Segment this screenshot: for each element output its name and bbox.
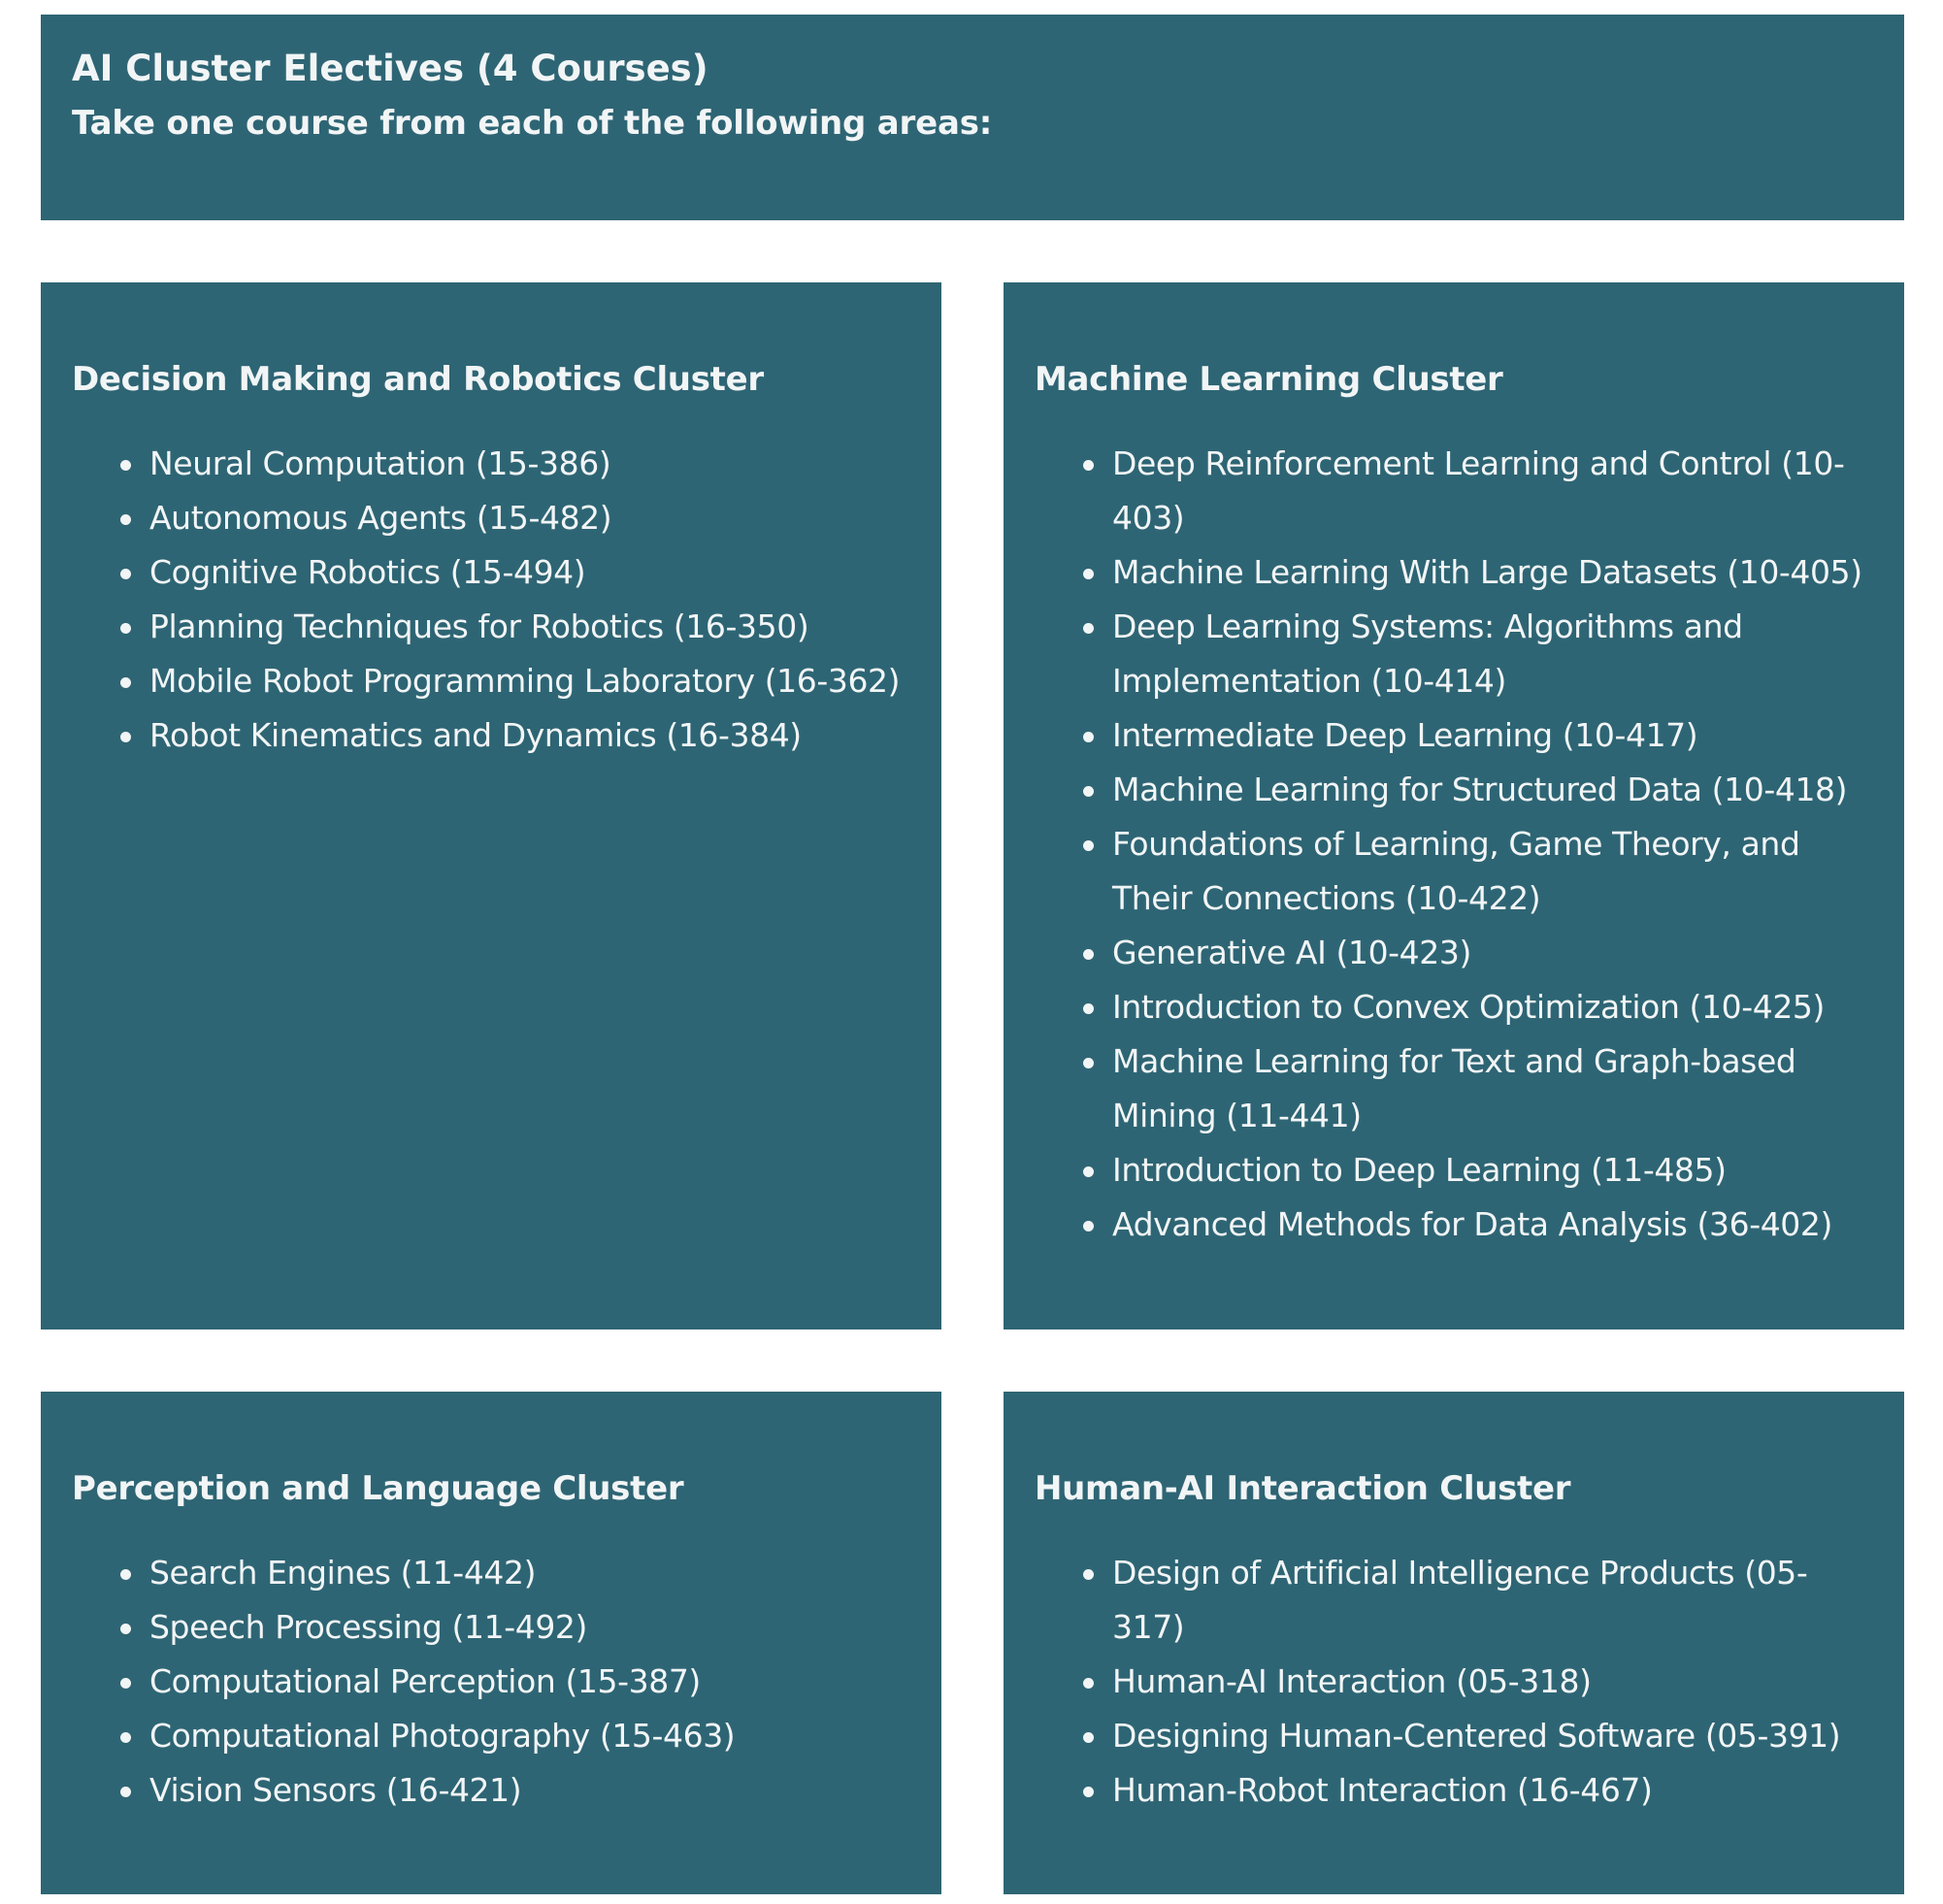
- course-item: [149, 1600, 910, 1655]
- bullet-icon: [1083, 1787, 1094, 1797]
- bullet-icon: [1083, 1678, 1094, 1689]
- course-label: Autonomous Agents (15-482): [149, 498, 612, 537]
- bullet-icon: [1083, 1003, 1094, 1014]
- course-label: Intermediate Deep Learning (10-417): [1112, 715, 1698, 754]
- bullet-icon: [1083, 623, 1094, 634]
- course-item: [1112, 817, 1873, 926]
- course-label: Generative AI (10-423): [1112, 933, 1471, 971]
- bullet-icon: [1083, 732, 1094, 742]
- course-label: Mobile Robot Programming Laboratory (16-362): [149, 661, 901, 700]
- course-label: Planning Techniques for Robotics (16-350): [149, 607, 809, 645]
- course-list: [72, 437, 910, 763]
- course-item: [149, 491, 910, 545]
- bullet-icon: [1083, 569, 1094, 579]
- bullet-icon: [1083, 1166, 1094, 1177]
- course-label: Machine Learning With Large Datasets (10-405): [1112, 552, 1862, 591]
- course-item: [149, 708, 910, 763]
- course-item: [149, 1763, 910, 1818]
- course-label: Robot Kinematics and Dynamics (16-384): [149, 715, 802, 754]
- course-label: Human-Robot Interaction (16-467): [1112, 1770, 1653, 1809]
- course-item: [1112, 926, 1873, 980]
- course-label: Neural Computation (15-386): [149, 443, 611, 482]
- page-title: AI Cluster Electives (4 Courses): [72, 48, 708, 89]
- course-label: Introduction to Deep Learning (11-485): [1112, 1150, 1727, 1189]
- bullet-icon: [1083, 949, 1094, 960]
- electives-header-panel: [41, 15, 1904, 220]
- cluster-human-ai-interaction: [1004, 1392, 1904, 1894]
- course-label: Foundations of Learning, Game Theory, and Their Connections (10-422): [1112, 824, 1800, 917]
- course-item: [1112, 1709, 1873, 1763]
- course-label: Deep Learning Systems: Algorithms and Implementation (10-414): [1112, 607, 1743, 700]
- course-item: [149, 437, 910, 491]
- course-item: [149, 1546, 910, 1600]
- course-item: [1112, 600, 1873, 708]
- course-label: Human-AI Interaction (05-318): [1112, 1661, 1592, 1700]
- bullet-icon: [120, 460, 131, 471]
- course-list: [72, 1546, 910, 1818]
- bullet-icon: [1083, 786, 1094, 797]
- course-label: Introduction to Convex Optimization (10-425): [1112, 987, 1825, 1026]
- course-item: [149, 1709, 910, 1763]
- course-list: [1035, 437, 1873, 1252]
- page-subtitle: Take one course from each of the following areas:: [72, 103, 993, 143]
- course-label: Cognitive Robotics (15-494): [149, 552, 586, 591]
- bullet-icon: [120, 1787, 131, 1797]
- bullet-icon: [1083, 1569, 1094, 1580]
- course-label: Computational Photography (15-463): [149, 1716, 736, 1755]
- course-list: [1035, 1546, 1873, 1818]
- bullet-icon: [120, 1678, 131, 1689]
- cluster-title: Human-AI Interaction Cluster: [1035, 1469, 1571, 1508]
- bullet-icon: [1083, 1221, 1094, 1231]
- course-item: [1112, 437, 1873, 545]
- bullet-icon: [120, 677, 131, 688]
- cluster-decision-making-robotics: [41, 282, 941, 1330]
- bullet-icon: [1083, 1732, 1094, 1743]
- cluster-title: Perception and Language Cluster: [72, 1469, 684, 1508]
- course-label: Deep Reinforcement Learning and Control (10-403): [1112, 443, 1845, 537]
- bullet-icon: [120, 732, 131, 742]
- course-item: [1112, 1655, 1873, 1709]
- bullet-icon: [1083, 840, 1094, 851]
- course-label: Designing Human-Centered Software (05-391): [1112, 1716, 1841, 1755]
- cluster-title: Machine Learning Cluster: [1035, 360, 1503, 399]
- course-label: Design of Artificial Intelligence Products (05-317): [1112, 1553, 1808, 1646]
- course-item: [1112, 763, 1873, 817]
- course-item: [149, 1655, 910, 1709]
- bullet-icon: [1083, 1058, 1094, 1068]
- course-label: Machine Learning for Structured Data (10-418): [1112, 770, 1848, 808]
- course-label: Search Engines (11-442): [149, 1553, 537, 1592]
- cluster-perception-language: [41, 1392, 941, 1894]
- course-item: [149, 600, 910, 654]
- course-item: [1112, 708, 1873, 763]
- cluster-machine-learning: [1004, 282, 1904, 1330]
- bullet-icon: [120, 623, 131, 634]
- course-label: Advanced Methods for Data Analysis (36-402): [1112, 1204, 1832, 1243]
- bullet-icon: [120, 1569, 131, 1580]
- course-item: [1112, 1198, 1873, 1252]
- cluster-title: Decision Making and Robotics Cluster: [72, 360, 764, 399]
- course-label: Speech Processing (11-492): [149, 1607, 587, 1646]
- bullet-icon: [1083, 460, 1094, 471]
- bullet-icon: [120, 1732, 131, 1743]
- bullet-icon: [120, 569, 131, 579]
- course-item: [1112, 545, 1873, 600]
- bullet-icon: [120, 514, 131, 525]
- course-item: [1112, 1143, 1873, 1198]
- course-item: [1112, 1034, 1873, 1143]
- bullet-icon: [120, 1624, 131, 1634]
- course-item: [1112, 980, 1873, 1034]
- course-label: Computational Perception (15-387): [149, 1661, 701, 1700]
- course-item: [1112, 1546, 1873, 1655]
- course-item: [149, 545, 910, 600]
- course-label: Machine Learning for Text and Graph-based Mining (11-441): [1112, 1041, 1796, 1134]
- course-item: [1112, 1763, 1873, 1818]
- course-label: Vision Sensors (16-421): [149, 1770, 522, 1809]
- course-item: [149, 654, 910, 708]
